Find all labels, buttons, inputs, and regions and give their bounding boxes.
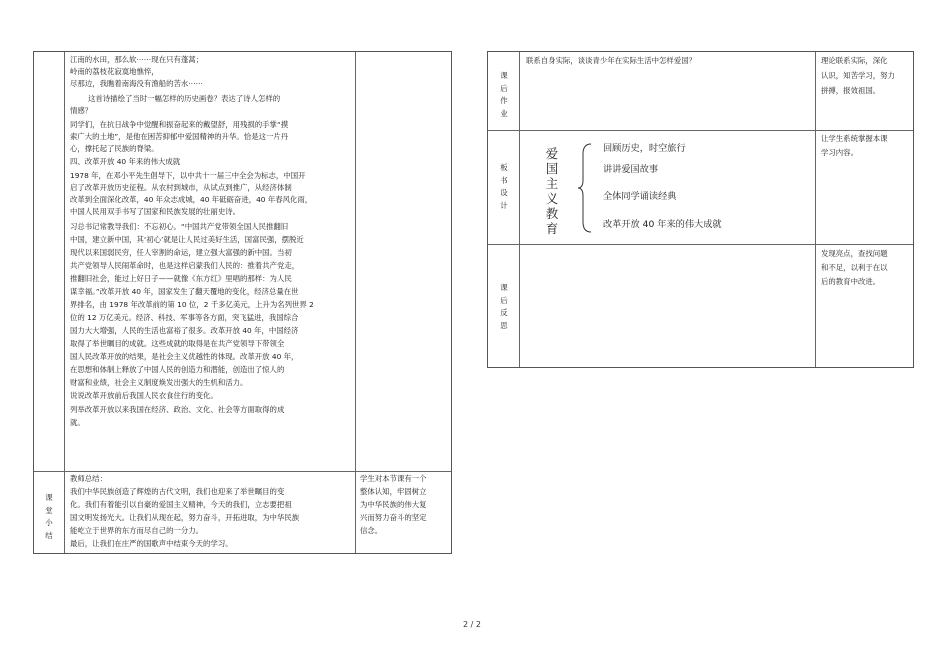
board-item: 回顾历史，时空旅行 xyxy=(603,143,686,154)
content-line: 改革到全面深化改革，40 年众志成城，40 年砥砺奋进，40 年春风化雨， xyxy=(70,195,313,204)
homework-note-line: 认识，知苦学习，努力 xyxy=(821,71,895,80)
homework-text: 联系自身实际，谈谈青少年在实际生活中怎样爱国？ xyxy=(526,56,696,65)
content-line: 在思想和体制上释放了中国人民的创造力和潜能，创造出了惊人的 xyxy=(70,365,285,374)
right-col-divider-1 xyxy=(519,52,520,367)
content-line: 共产党领导人民闹革命时，也是这样启蒙我们人民的：推着共产党走， xyxy=(70,261,300,270)
content-line: 说说改革开放前后我国人民衣食住行的变化。 xyxy=(70,391,218,400)
content-line: 习总书记常教导我们：不忘初心。“中国共产党带领全国人民推翻旧 xyxy=(70,222,289,231)
content-line: 财富和业绩，社会主义制度焕发出强大的生机和活力。 xyxy=(70,378,248,387)
right-lesson-table xyxy=(487,51,914,368)
board-note-line: 让学生系统掌握本课 xyxy=(821,134,888,143)
content-line: 1978 年，在邓小平先生倡导下，以中共十一届三中全会为标志，中国开 xyxy=(70,171,306,180)
content-line: 江南的水田，那么软⋯⋯现在只有蓬蒿； xyxy=(70,55,204,64)
summary-line: 教师总结： xyxy=(70,474,107,483)
page-number: 2 / 2 xyxy=(463,620,481,629)
board-item: 改革开放 40 年来的伟大成就 xyxy=(603,219,722,230)
content-line: 就。 xyxy=(70,418,85,427)
reflection-label: 课后反思 xyxy=(500,283,508,330)
content-line: 中国，建立新中国，其‘初心’就是让人民过美好生活，国富民强，摆脱近 xyxy=(70,235,304,244)
reflection-note-line: 和不足，以利于在以 xyxy=(821,263,888,272)
content-line: 岭南的荔枝花寂寞地憔悴， xyxy=(70,67,159,76)
summary-note-line: 信念。 xyxy=(360,526,383,535)
board-vertical-title: 爱国主义教育 xyxy=(545,146,559,236)
content-line: 启了改革开放历史征程。从农村到城市，从试点到推广，从经济体制 xyxy=(70,183,292,192)
summary-line: 我们中华民族创造了辉煌的古代文明，我们也迎来了举世瞩目的变 xyxy=(70,487,285,496)
right-row-divider-1 xyxy=(488,130,913,131)
homework-note-line: 拼搏，报效祖国。 xyxy=(821,86,881,95)
content-line: 现代以来国弱民穷，任人宰割的命运，建立强大富强的新中国。当初 xyxy=(70,248,292,257)
content-line: 谋幸福。”改革开放 40 年，国家发生了翻天覆地的变化，经济总量在世 xyxy=(70,287,299,296)
right-col-divider-2 xyxy=(815,52,816,367)
content-line: 列举改革开放以来我国在经济、政治、文化、社会等方面取得的成 xyxy=(70,405,285,414)
content-line: 索广大的土地”，是他在困苦抑郁中爱国精神的升华。恰是这一片丹 xyxy=(70,132,289,141)
summary-line: 化。我们有着能引以自豪的爱国主义精神，今天的我们，立志要把祖 xyxy=(70,500,292,509)
content-line: 位的 12 万亿美元。经济、科技、军事等各方面，突飞猛进，我国综合 xyxy=(70,313,299,322)
summary-label: 课堂小结 xyxy=(45,493,53,540)
content-line: 取得了举世瞩目的成就。这些成就的取得是在共产党领导下带领全 xyxy=(70,339,285,348)
summary-note-line: 学生对本节课有一个 xyxy=(360,474,427,483)
summary-note-line: 整体认知，牢固树立 xyxy=(360,487,427,496)
board-note-cell xyxy=(821,133,913,173)
brace-icon xyxy=(577,142,593,234)
section-heading: 四、改革开放 40 年来的伟大成就 xyxy=(70,157,181,166)
content-line: 推翻旧社会，能过上好日子——就像《东方红》里唱的那样：为人民 xyxy=(70,274,292,283)
reflection-note-cell xyxy=(821,248,913,298)
content-line: 尽那边，我瞧着南海没有渔船的苦水⋯⋯ xyxy=(70,79,204,88)
summary-line: 国文明发扬光大。让我们从现在起，努力奋斗，开拓进取，为中华民族 xyxy=(70,513,300,522)
summary-note-cell xyxy=(360,473,450,553)
summary-line: 最后，让我们在庄严的国歌声中结束今天的学习。 xyxy=(70,539,233,548)
left-col-divider-1 xyxy=(64,52,65,553)
content-line: 国人民改革开放的结果，是社会主义优越性的体现。改革开放 40 年， xyxy=(70,352,299,361)
left-lesson-table xyxy=(33,51,452,554)
board-note-line: 学习内容。 xyxy=(821,148,858,157)
content-line: 同学们，在抗日战争中觉醒和振奋起来的戴望舒，用残损的手掌“摸 xyxy=(70,120,289,129)
left-row-divider xyxy=(34,471,451,472)
summary-line: 能屹立于世界的东方而尽自己的一分力。 xyxy=(70,526,204,535)
content-line: 这首诗描绘了当时一幅怎样的历史画卷？表达了诗人怎样的 xyxy=(88,94,281,103)
right-row-divider-2 xyxy=(488,244,913,245)
summary-note-line: 为中华民族的伟大复 xyxy=(360,500,427,509)
content-line: 中国人民用双手书写了国家和民族发展的壮丽史诗。 xyxy=(70,207,240,216)
homework-note-line: 理论联系实际，深化 xyxy=(821,56,888,65)
reflection-note-line: 发现亮点，查找问题 xyxy=(821,249,888,258)
homework-label: 课后作业 xyxy=(500,71,508,118)
board-item: 全体同学诵读经典 xyxy=(603,191,677,202)
summary-note-line: 兴而努力奋斗的坚定 xyxy=(360,513,427,522)
content-line: 心，撑托起了民族的脊梁。 xyxy=(70,144,159,153)
homework-note-cell xyxy=(821,55,913,125)
summary-content-cell xyxy=(70,473,355,553)
board-item: 讲讲爱国故事 xyxy=(603,164,659,175)
board-label: 板书设计 xyxy=(500,163,508,210)
content-line: 情感？ xyxy=(70,106,93,115)
lesson-content-cell xyxy=(70,54,360,469)
content-line: 国力大大增强，人民的生活也富裕了很多。改革开放 40 年，中国经济 xyxy=(70,326,299,335)
reflection-note-line: 后的教育中改进。 xyxy=(821,277,881,286)
content-line: 界排名，由 1978 年改革前的第 10 位，2 千多亿美元，上升为名列世界 2 xyxy=(70,300,314,309)
